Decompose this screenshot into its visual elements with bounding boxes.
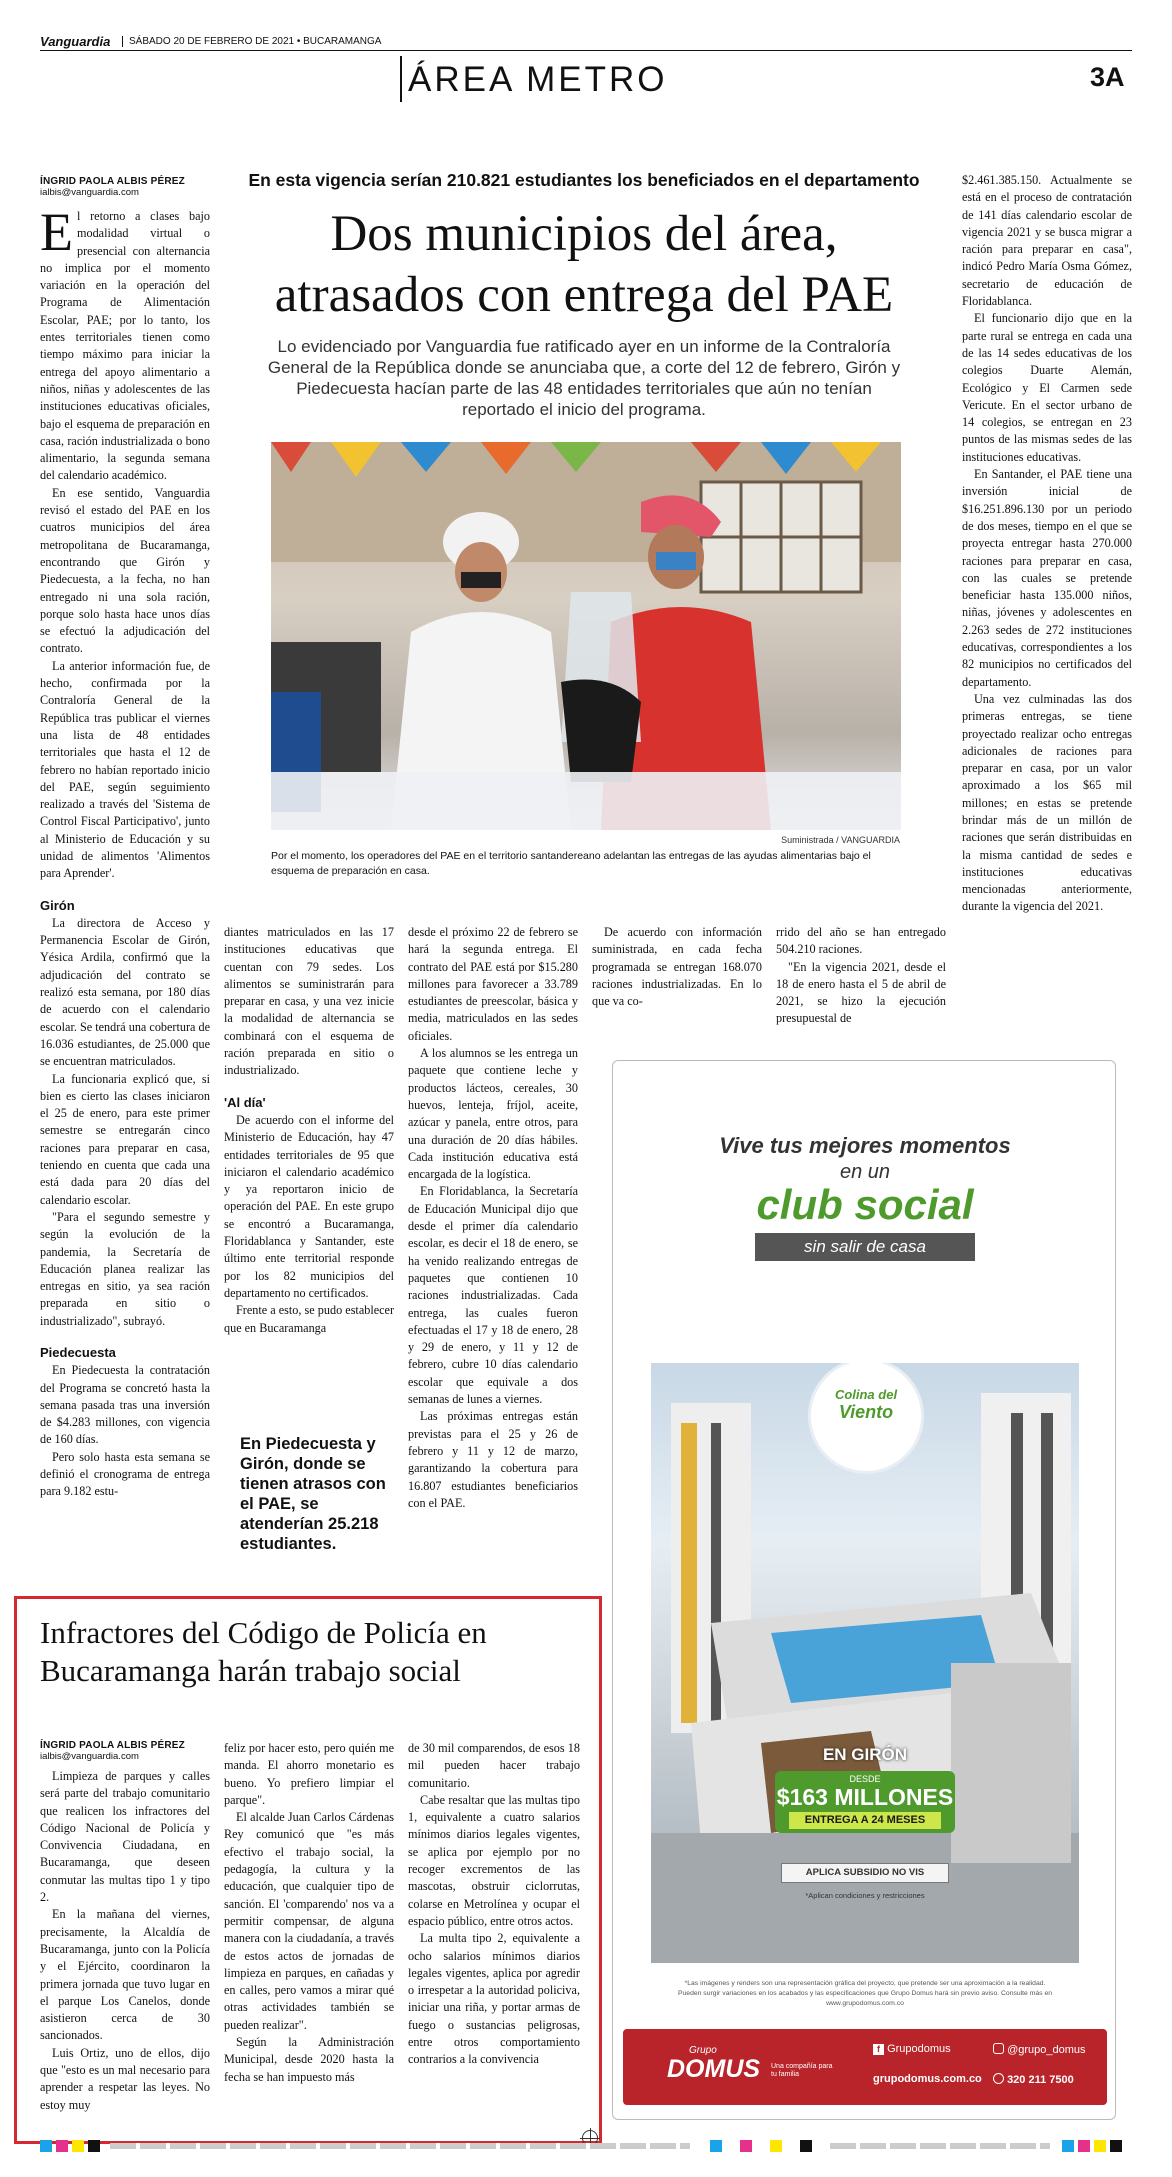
color-bar-magenta [56,2140,68,2152]
instagram-text: @grupo_domus [1007,2044,1086,2056]
brand-name: DOMUS [667,2055,761,2083]
paragraph: Luis Ortiz, uno de ellos, dijo que "esto es un mal necesario para aprender a respetar las leyes. No estoy muy [40,2045,210,2112]
color-bar-magenta [1078,2140,1090,2152]
header-rule [40,50,1132,51]
paragraph: El alcalde Juan Carlos Cárdenas Rey comunicó que "es más efectivo el trabajo social, la pedagogía, la cultura y la educación, que cualquier tipo de sanción. El 'comparendo' nos va a permitir compensar, de alguna manera con la ciudadanía, a través de estos actos de jornadas de limpieza en parques, en cañadas y en calles, pero vamos a mirar qué otras actividades también se pueden realizar". [224,1810,394,2032]
article1-col1 [40,202,210,1501]
subhead-giron: Girón [40,897,75,913]
color-bar-magenta [740,2140,752,2152]
ad-conditions: *Aplican condiciones y restricciones [805,1891,925,1900]
paragraph: A los alumnos se les entrega un paquete que contiene leche y productos lácteos, cereales, 30 huevos, lenteja, fríjol, aceite, azúcar y panela, entre otros, para una duración de 20 días hábiles. Cada institución educativa está encargada de la logística. [408,1046,578,1182]
paragraph: En ese sentido, Vanguardia revisó el estado del PAE en los cuatros municipios del área metropolitana de Bucaramanga, encontrando que Girón y Piedecuesta, a la fecha, no han entregado ni una sola ración, porque solo hasta hace unos días se efectuó la adjudicación del contrato. [40,485,210,656]
byline-name: ÍNGRID PAOLA ALBIS PÉREZ [40,176,185,187]
headline-line-2: Bucaramanga harán trabajo social [40,1653,461,1688]
photo-credit: Suministrada / VANGUARDIA [781,835,900,845]
photo-illustration [271,442,901,830]
subhead-al-dia: 'Al día' [224,1094,266,1110]
dateline: SÁBADO 20 DE FEBRERO DE 2021 • BUCARAMANGA [122,36,381,47]
facebook-icon: f [873,2044,884,2055]
paragraph: Las próximas entregas están previstas para el 25 y 26 de febrero y 11 y 12 de marzo, garantizando la cobertura para 16.807 estudiantes beneficiarios con el PAE. [408,1409,578,1510]
article1-photo [271,442,901,830]
article2-col3 [408,1740,580,2069]
headline-line-2: atrasados con entrega del PAE [274,267,894,323]
ad-location: EN GIRÓN [822,1745,908,1764]
ad-tagline-4: sin salir de casa [755,1233,975,1261]
facebook-handle[interactable] [873,2043,951,2055]
paragraph: La funcionaria explicó que, si bien es cierto las clases iniciaron el 25 de enero, para este primer semestre se entregarán cinco raciones para preparar en casa, teniendo en cuenta que cada una está dada para 20 días del calendario escolar. [40,1071,210,1207]
color-bar-yellow [770,2140,782,2152]
paragraph: $2.461.385.150. Actualmente se está en el proceso de contratación de 141 días calendario escolar de vigencia 2021 y se busca migrar a ración para preparar en casa", indicó Pedro María Osma Gómez, secretario de educación de Floridablanca. [962,173,1132,309]
paragraph: Frente a esto, se pudo establecer que en Bucaramanga [224,1303,394,1335]
paragraph: En Floridablanca, la Secretaría de Educación Municipal dijo que desde el primer día calendario escolar, es decir el 18 de enero, se ha venido realizando entregas de paquetes que contienen 10 raciones industrializadas. Cada entrega, las cuales fueron efectuadas el 17 y 18 de enero, 28 y 29 de enero, y 11 y 12 de febrero, cubre 10 días calendario escolar que equivale a dos semanas de lunes a viernes. [408,1184,578,1407]
article1-deck: Lo evidenciado por Vanguardia fue ratificado ayer en un informe de la Contraloría General de la República donde se anunciaba que, a corte del 12 de febrero, Girón y Piedecuesta hacían parte de las 48 entidades territoriales que aún no tenían reportado el inicio del programa. [267,337,901,419]
dropcap: E [40,202,73,262]
instagram-icon [993,2043,1004,2054]
article1-kicker: En esta vigencia serían 210.821 estudiantes los beneficiados en el departamento [248,170,920,190]
facebook-text: Grupodomus [887,2043,951,2055]
project-name-1: Colina del [834,1387,898,1402]
ad-web[interactable]: grupodomus.com.co [873,2073,982,2085]
headline-line-1: Dos municipios del área, [330,206,838,262]
paragraph: "Para el segundo semestre y según la evolución de la pandemia, la Secretaría de Educación planea realizar las entregas en sitio, ya sea ración preparada en sitio o industrializado", subrayó. [40,1209,210,1328]
photo-caption: Por el momento, los operadores del PAE en el territorio santandereano adelantan las entregas de las ayudas alimentarias bajo el esquema de preparación en casa. [271,850,871,877]
project-name-2: Viento [838,1402,894,1422]
paragraph: La multa tipo 2, equivalente a ocho salarios mínimos diarios legales vigentes, aplica por agredir o irrespetar a la autoridad policiva, iniciar una riña, y portar armas de fuego o sustancias peligrosas, entre otros comportamiento contrarios a la convivencia [408,1931,580,2067]
paragraph: La directora de Acceso y Permanencia Escolar de Girón, Yésica Ardila, confirmó que la adjudicación del contrato se realizó esta semana, por 180 días de acuerdo con el calendario escolar. Se tendrá una cobertura de 16.036 estudiantes, de 25.000 que se encuentran matriculados. [40,915,210,1069]
paragraph: El funcionario dijo que en la parte rural se entrega en cada una de las 14 sedes educativas de los colegios Duarte Alemán, Ecológico y El Carmen sede Vericute. En el sector urbano de 14 colegios, se entregan en 23 puntos de las mismas sedes de las instituciones educativas. [962,311,1132,464]
ad-footer [623,2029,1107,2105]
paragraph: De acuerdo con información suministrada, en cada fecha programada se entregan 168.070 raciones industrializadas. En lo que va co- [592,925,762,1009]
color-bar-gray [830,2143,1050,2149]
pullquote: En Piedecuesta y Girón, donde se tienen atrasos con el PAE, se atenderían 25.218 estudiantes. [240,1435,386,1553]
color-bar-black [88,2140,100,2152]
color-bar-cyan [710,2140,722,2152]
advertisement [612,1060,1116,2120]
subsidy-badge: APLICA SUBSIDIO NO VIS [781,1863,949,1883]
ad-tagline-3: club social [756,1181,974,1228]
instagram-handle[interactable] [993,2043,1086,2056]
paragraph: diantes matriculados en las 17 instituciones educativas que cuentan con 79 sedes. Los alimentos se suministrarán para preparar en casa, y una vez inicie la modalidad de alternancia se combinará con el esquema de ración preparada en sitio o industrializado. [224,925,394,1078]
color-bar-yellow [1094,2140,1106,2152]
article1-col3 [408,924,578,1512]
article1-byline [40,176,230,198]
price-desde: DESDE [849,1774,881,1784]
ad-tagline-1: Vive tus mejores momentos [719,1133,1011,1158]
ad-disclaimer: *Las imágenes y renders son una representación gráfica del proyecto, que pretende ser una aproximación a la realidad. Pueden surgir variaciones en los acabados y las especificaciones que Grupo Domus hará sin previo aviso. Consulte más en www.grupodomus.com.co [677,1980,1053,2007]
paragraph: "En la vigencia 2021, desde el 18 de enero hasta el 5 de abril de 2021, se hizo la ejecución presupuestal de [776,959,946,1026]
color-bar-yellow [72,2140,84,2152]
article2-col2 [224,1740,394,2086]
byline-email: ialbis@vanguardia.com [40,187,139,198]
paragraph: La anterior información fue, de hecho, confirmada por la Contraloría General de la República tras publicar el viernes una lista de 48 entidades territoriales que hasta el 12 de febrero no habían reportado inicio del PAE, según seguimiento realizado a través del 'Sistema de Control Fiscal Participativo', junto al Ministerio de Educación y su unidad de alimentos 'Alimentos para Aprender'. [40,658,210,881]
masthead-logo: Vanguardia [40,34,111,49]
paragraph: Una vez culminadas las dos primeras entregas, se tiene proyectado realizar ocho entregas adicionales de raciones para preparar en casa, por un valor aproximado a los $65 mil millones; en estas se pretende brindar más de un millón de raciones que serán distribuidas en la misma cantidad de sedes e instituciones educativas mencionadas anteriormente, durante la vigencia del 2021. [962,691,1132,914]
paragraph: l retorno a clases bajo modalidad virtual o presencial con alternancia no implica por el momento variación en la operación del Programa de Alimentación Escolar, PAE; por lo tanto, los entes territoriales tienen como tiempo máximo para iniciar la entrega del apoyo alimentario a niños, niñas y adolescentes de las instituciones educativas oficiales, bajo el esquema de preparación en casa, ración industrializada o bono alimentario, la segunda semana del calendario académico. [40,209,210,483]
paragraph: En la mañana del viernes, precisamente, la Alcaldía de Bucaramanga, junto con la Policía y el Ejército, coordinaron la primera jornada que tuvo lugar en el parque Los Canelos, donde asistieron cerca de 30 sancionados. [40,1907,210,2043]
section-title: ÁREA METRO [408,60,668,99]
price-badge [775,1771,955,1833]
paragraph: desde el próximo 22 de febrero se hará la segunda entrega. El contrato del PAE está por $15.280 millones para favorecer a 33.789 estudiantes de preescolar, básica y media, matriculados en las sedes oficiales. [408,925,578,1043]
headline-line-1: Infractores del Código de Policía en [40,1615,487,1650]
article1-col5 [776,924,946,1028]
paragraph: En Piedecuesta la contratación del Programa se concretó hasta la semana pasada tras una inversión de $4.283 millones, con vigencia de 160 días. [40,1363,210,1447]
paragraph: De acuerdo con el informe del Ministerio de Educación, hay 47 entidades territoriales de 95 que iniciaron el calendario académico y ya reportaron inicio de operación del PAE. En este grupo se encontró a Bucaramanga, Floridablanca y Santander, este último ente territorial responde por los 82 municipios del departamento no certificados. [224,1112,394,1300]
section-divider [400,56,402,102]
ad-phone[interactable] [993,2073,1074,2086]
article2-byline [40,1740,230,1762]
project-logo [811,1363,921,1471]
whatsapp-icon [993,2073,1004,2084]
paragraph: rrido del año se han entregado 504.210 raciones. [776,925,946,957]
color-bar-gray [110,2143,690,2149]
subhead-piedecuesta: Piedecuesta [40,1345,116,1360]
brand-slogan: Una compañía para tu familia [771,2063,833,2078]
color-bar-black [800,2140,812,2152]
article2-headline [40,1614,600,1690]
paragraph: feliz por hacer esto, pero quién me manda. El ahorro monetario es bueno. Yo prefiero limpiar el parque". [224,1741,394,1807]
paragraph: Pero solo hasta esta semana se definió el cronograma de entrega para 9.182 estu- [40,1449,210,1499]
color-bar-black [1110,2140,1122,2152]
paragraph: Limpieza de parques y calles será parte del trabajo comunitario que realicen los infractores del Código Nacional de Policía y Convivencia Ciudadana, en Bucaramanga, que deseen conmutar las multas tipo 1 y tipo 2. [40,1769,210,1905]
color-bar-cyan [40,2140,52,2152]
article2-col1 [40,1768,210,2114]
brand-small: Grupo [689,2045,717,2056]
byline-name: ÍNGRID PAOLA ALBIS PÉREZ [40,1740,185,1751]
paragraph: En Santander, el PAE tiene una inversión inicial de $16.251.896.130 por un periodo de dos meses, tiempo en el que se proyecta entregar hasta 270.000 raciones para preparar en casa, con las cuales se pretende beneficiar hasta 135.000 niños, niñas, jóvenes y adolescentes en 2.263 sedes de 272 instituciones educativas, correspondientes a los 82 municipios no certificados del departamento. [962,467,1132,689]
article1-col4 [592,924,762,1010]
article1-col2 [224,924,394,1337]
paragraph: Cabe resaltar que las multas tipo 1, equivalente a cuatro salarios mínimos diarios legales vigentes, se aplica por ejemplo por no recoger excrementos de las mascotas, obstruir ciclorrutas, colarse en Metrolínea y ocupar el espacio público, entre otros actos. [408,1792,580,1928]
ad-tagline-2: en un [839,1161,891,1183]
color-bar-cyan [1062,2140,1074,2152]
paragraph: Según la Administración Municipal, desde 2020 hasta la fecha se han impuesto más [224,2035,394,2084]
page-number: 3A [1090,62,1125,92]
phone-text: 320 211 7500 [1007,2074,1074,2086]
article1-col6 [962,172,1132,916]
byline-email: ialbis@vanguardia.com [40,1751,139,1762]
price-terms: ENTREGA A 24 MESES [789,1812,941,1829]
article1-headline [232,204,936,326]
price-value: $163 MILLONES [776,1784,954,1810]
paragraph: de 30 mil comparendos, de esos 18 mil pueden hacer trabajo comunitario. [408,1741,580,1790]
ad-render [651,1363,1079,1963]
